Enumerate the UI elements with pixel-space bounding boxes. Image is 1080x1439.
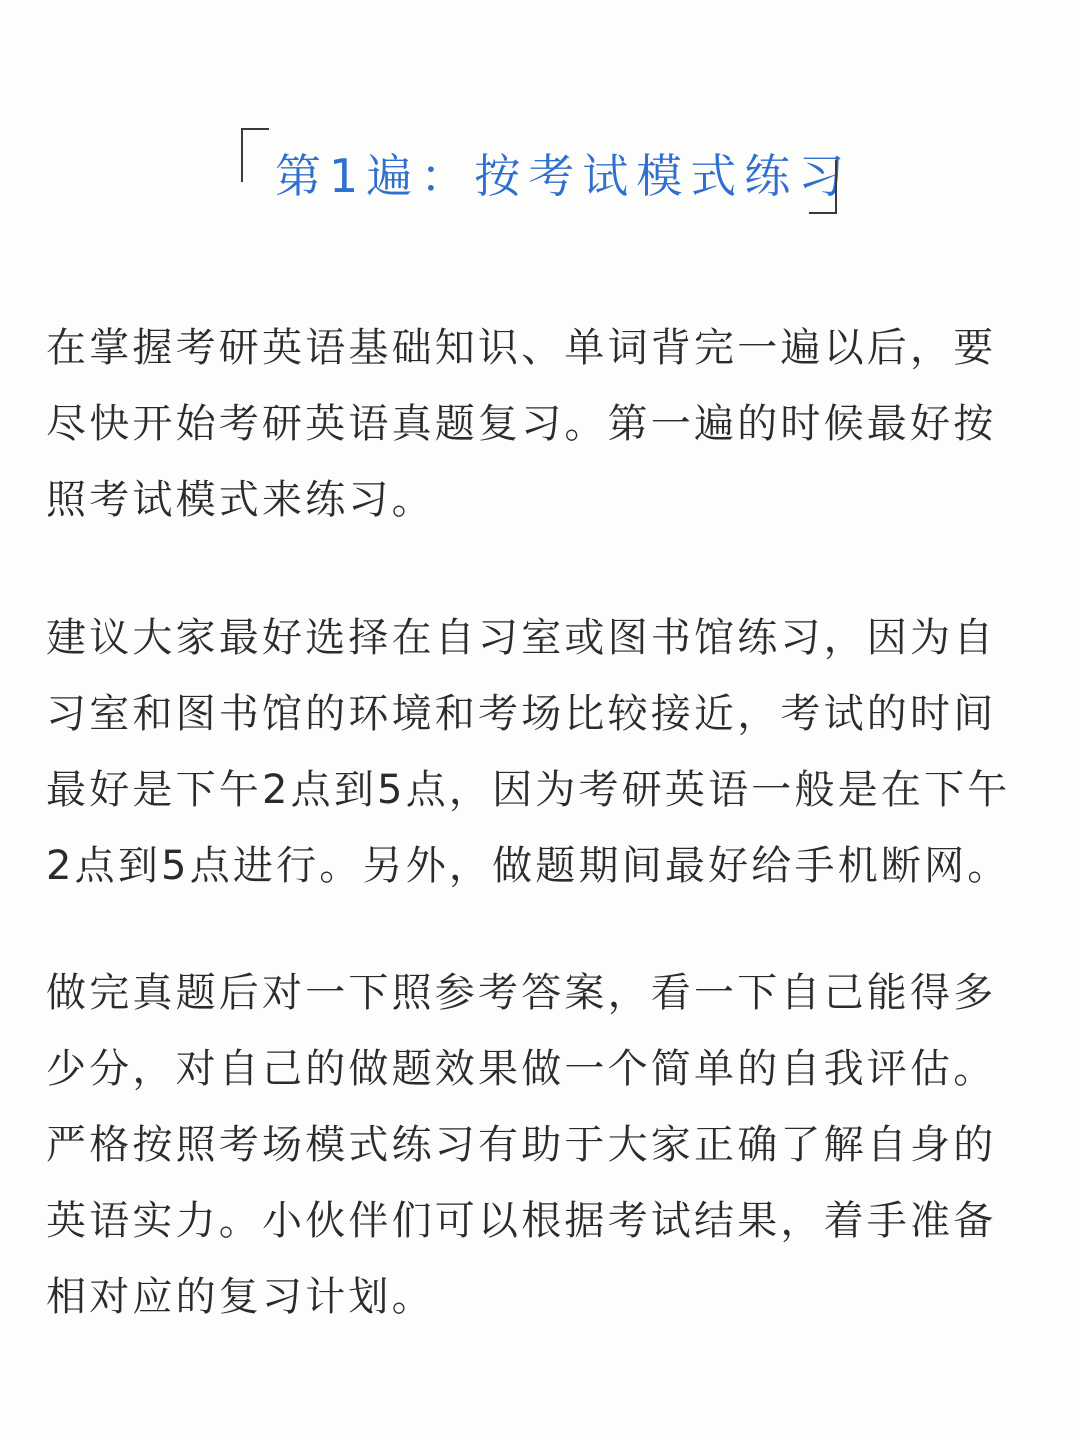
section-title-block [241,128,853,214]
paragraph-evaluation: 做完真题后对一下照参考答案，看一下自己能得多少分，对自己的做题效果做一个简单的自我评估。严格按照考场模式练习有助于大家正确了解自身的英语实力。小伙伴们可以根据考试结果，着手准备相对应的复习计划。 [46,970,997,1320]
bracket-top-left-icon [241,128,269,182]
section-title: 第1遍：按考试模式练习 [275,149,853,203]
paragraph-environment: 建议大家最好选择在自习室或图书馆练习，因为自习室和图书馆的环境和考场比较接近，考试的时间最好是下午2点到5点，因为考研英语一般是在下午2点到5点进行。另外，做题期间最好给手机断网。 [46,615,1011,889]
bracket-bottom-right-icon [809,160,837,214]
paragraph-intro: 在掌握考研英语基础知识、单词背完一遍以后，要尽快开始考研英语真题复习。第一遍的时候最好按照考试模式来练习。 [46,325,997,523]
